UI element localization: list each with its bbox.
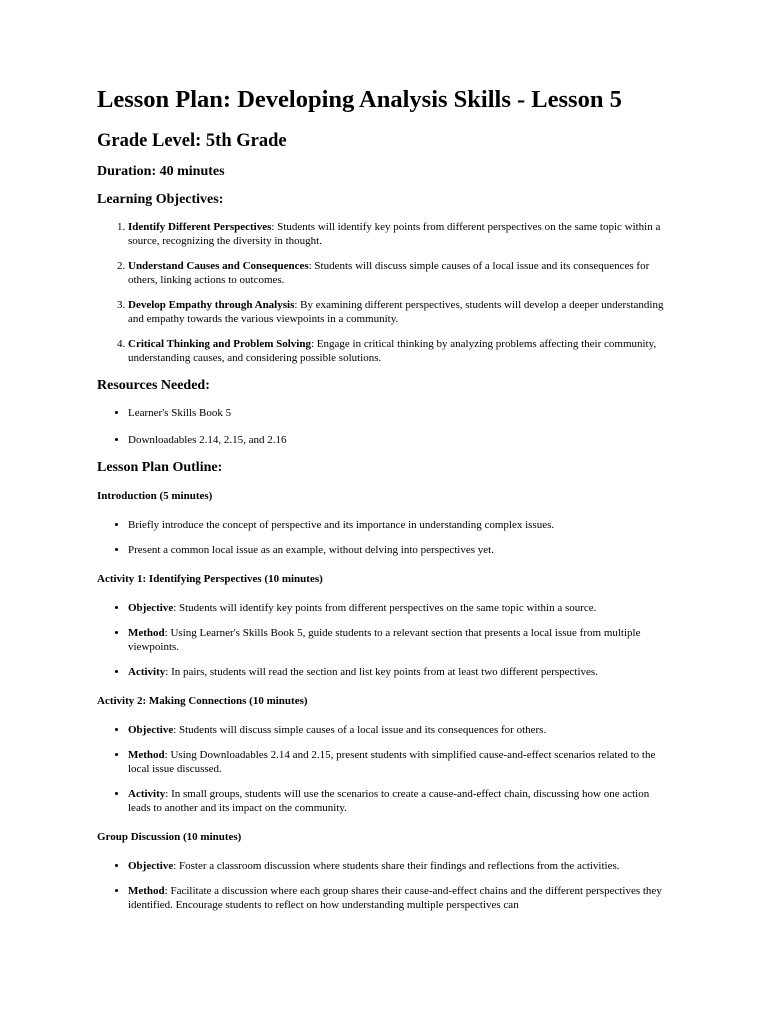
activity1-heading: Activity 1: Identifying Perspectives (10 minutes) bbox=[97, 573, 323, 585]
activity2-heading: Activity 2: Making Connections (10 minutes) bbox=[97, 695, 308, 707]
objective-item bbox=[128, 220, 672, 248]
grade-level-heading: Grade Level: 5th Grade bbox=[97, 131, 287, 151]
activity2-desc: : Using Downloadables 2.14 and 2.15, present students with simplified cause-and-effect scenarios related to the local issue discussed. bbox=[128, 749, 656, 775]
activity2-list bbox=[97, 723, 672, 815]
activity2-item bbox=[128, 748, 672, 776]
introduction-list bbox=[97, 518, 672, 557]
activity2-term: Objective bbox=[128, 724, 174, 736]
activity2-item bbox=[128, 723, 672, 737]
activity1-term: Method bbox=[128, 627, 165, 639]
resource-item: • Downloadables 2.14, 2.15, and 2.16 bbox=[128, 433, 672, 447]
page-title: Lesson Plan: Developing Analysis Skills - Lesson 5 bbox=[97, 86, 622, 113]
document-page bbox=[97, 84, 672, 912]
group-discussion-item bbox=[128, 884, 672, 912]
activity1-term: Objective bbox=[128, 602, 174, 614]
objectives-list bbox=[97, 220, 672, 365]
activity1-desc: : Students will identify key points from different perspectives on the same topic within a source. bbox=[173, 602, 597, 614]
objective-term: Understand Causes and Consequences bbox=[128, 260, 309, 272]
activity1-desc: : Using Learner's Skills Book 5, guide students to a relevant section that presents a local issue from multiple viewpoints. bbox=[128, 627, 641, 653]
objectives-heading: Learning Objectives: bbox=[97, 192, 224, 207]
objective-term: Critical Thinking and Problem Solving bbox=[128, 338, 311, 350]
introduction-item: • Present a common local issue as an example, without delving into perspectives yet. bbox=[128, 543, 672, 557]
activity1-desc: : In pairs, students will read the section and list key points from at least two different perspectives. bbox=[165, 666, 598, 678]
duration-heading: Duration: 40 minutes bbox=[97, 164, 225, 179]
activity1-list bbox=[97, 601, 672, 679]
introduction-heading: Introduction (5 minutes) bbox=[97, 490, 213, 502]
group-discussion-term: Method bbox=[128, 885, 165, 897]
introduction-item: • Briefly introduce the concept of perspective and its importance in understanding complex issues. bbox=[128, 518, 672, 532]
objective-item bbox=[128, 298, 672, 326]
resources-heading: Resources Needed: bbox=[97, 378, 210, 393]
activity1-item bbox=[128, 601, 672, 615]
activity2-desc: : Students will discuss simple causes of a local issue and its consequences for others. bbox=[173, 724, 547, 736]
group-discussion-term: Objective bbox=[128, 860, 174, 872]
group-discussion-desc: : Foster a classroom discussion where students share their findings and reflections from the activities. bbox=[173, 860, 620, 872]
activity1-item bbox=[128, 626, 672, 654]
objective-desc: : Students will identify key points from different perspectives on the same topic within a source, recognizing the diversity in thought. bbox=[128, 221, 661, 247]
group-discussion-list bbox=[97, 859, 672, 912]
resource-item: • Learner's Skills Book 5 bbox=[128, 406, 672, 420]
objective-item bbox=[128, 337, 672, 365]
objective-desc: : By examining different perspectives, students will develop a deeper understanding and empathy towards the various viewpoints in a community. bbox=[128, 299, 664, 325]
activity2-term: Method bbox=[128, 749, 165, 761]
outline-heading: Lesson Plan Outline: bbox=[97, 460, 223, 475]
group-discussion-heading: Group Discussion (10 minutes) bbox=[97, 831, 242, 843]
activity2-desc: : In small groups, students will use the scenarios to create a cause-and-effect chain, discussing how one action leads to another and its impact on the community. bbox=[128, 788, 650, 814]
activity2-item bbox=[128, 787, 672, 815]
objective-desc: : Engage in critical thinking by analyzing problems affecting their community, understanding causes, and considering possible solutions. bbox=[128, 338, 657, 364]
activity2-term: Activity bbox=[128, 788, 166, 800]
objective-item bbox=[128, 259, 672, 287]
activity1-term: Activity bbox=[128, 666, 166, 678]
objective-term: Develop Empathy through Analysis bbox=[128, 299, 295, 311]
group-discussion-item bbox=[128, 859, 672, 873]
activity1-item bbox=[128, 665, 672, 679]
resources-list bbox=[97, 406, 672, 447]
objective-desc: : Students will discuss simple causes of a local issue and its consequences for others, linking actions to outcomes. bbox=[128, 260, 650, 286]
group-discussion-desc: : Facilitate a discussion where each group shares their cause-and-effect chains and the different perspectives they identified. Encourage students to reflect on how understanding multiple perspectives can bbox=[128, 885, 662, 911]
objective-term: Identify Different Perspectives bbox=[128, 221, 272, 233]
